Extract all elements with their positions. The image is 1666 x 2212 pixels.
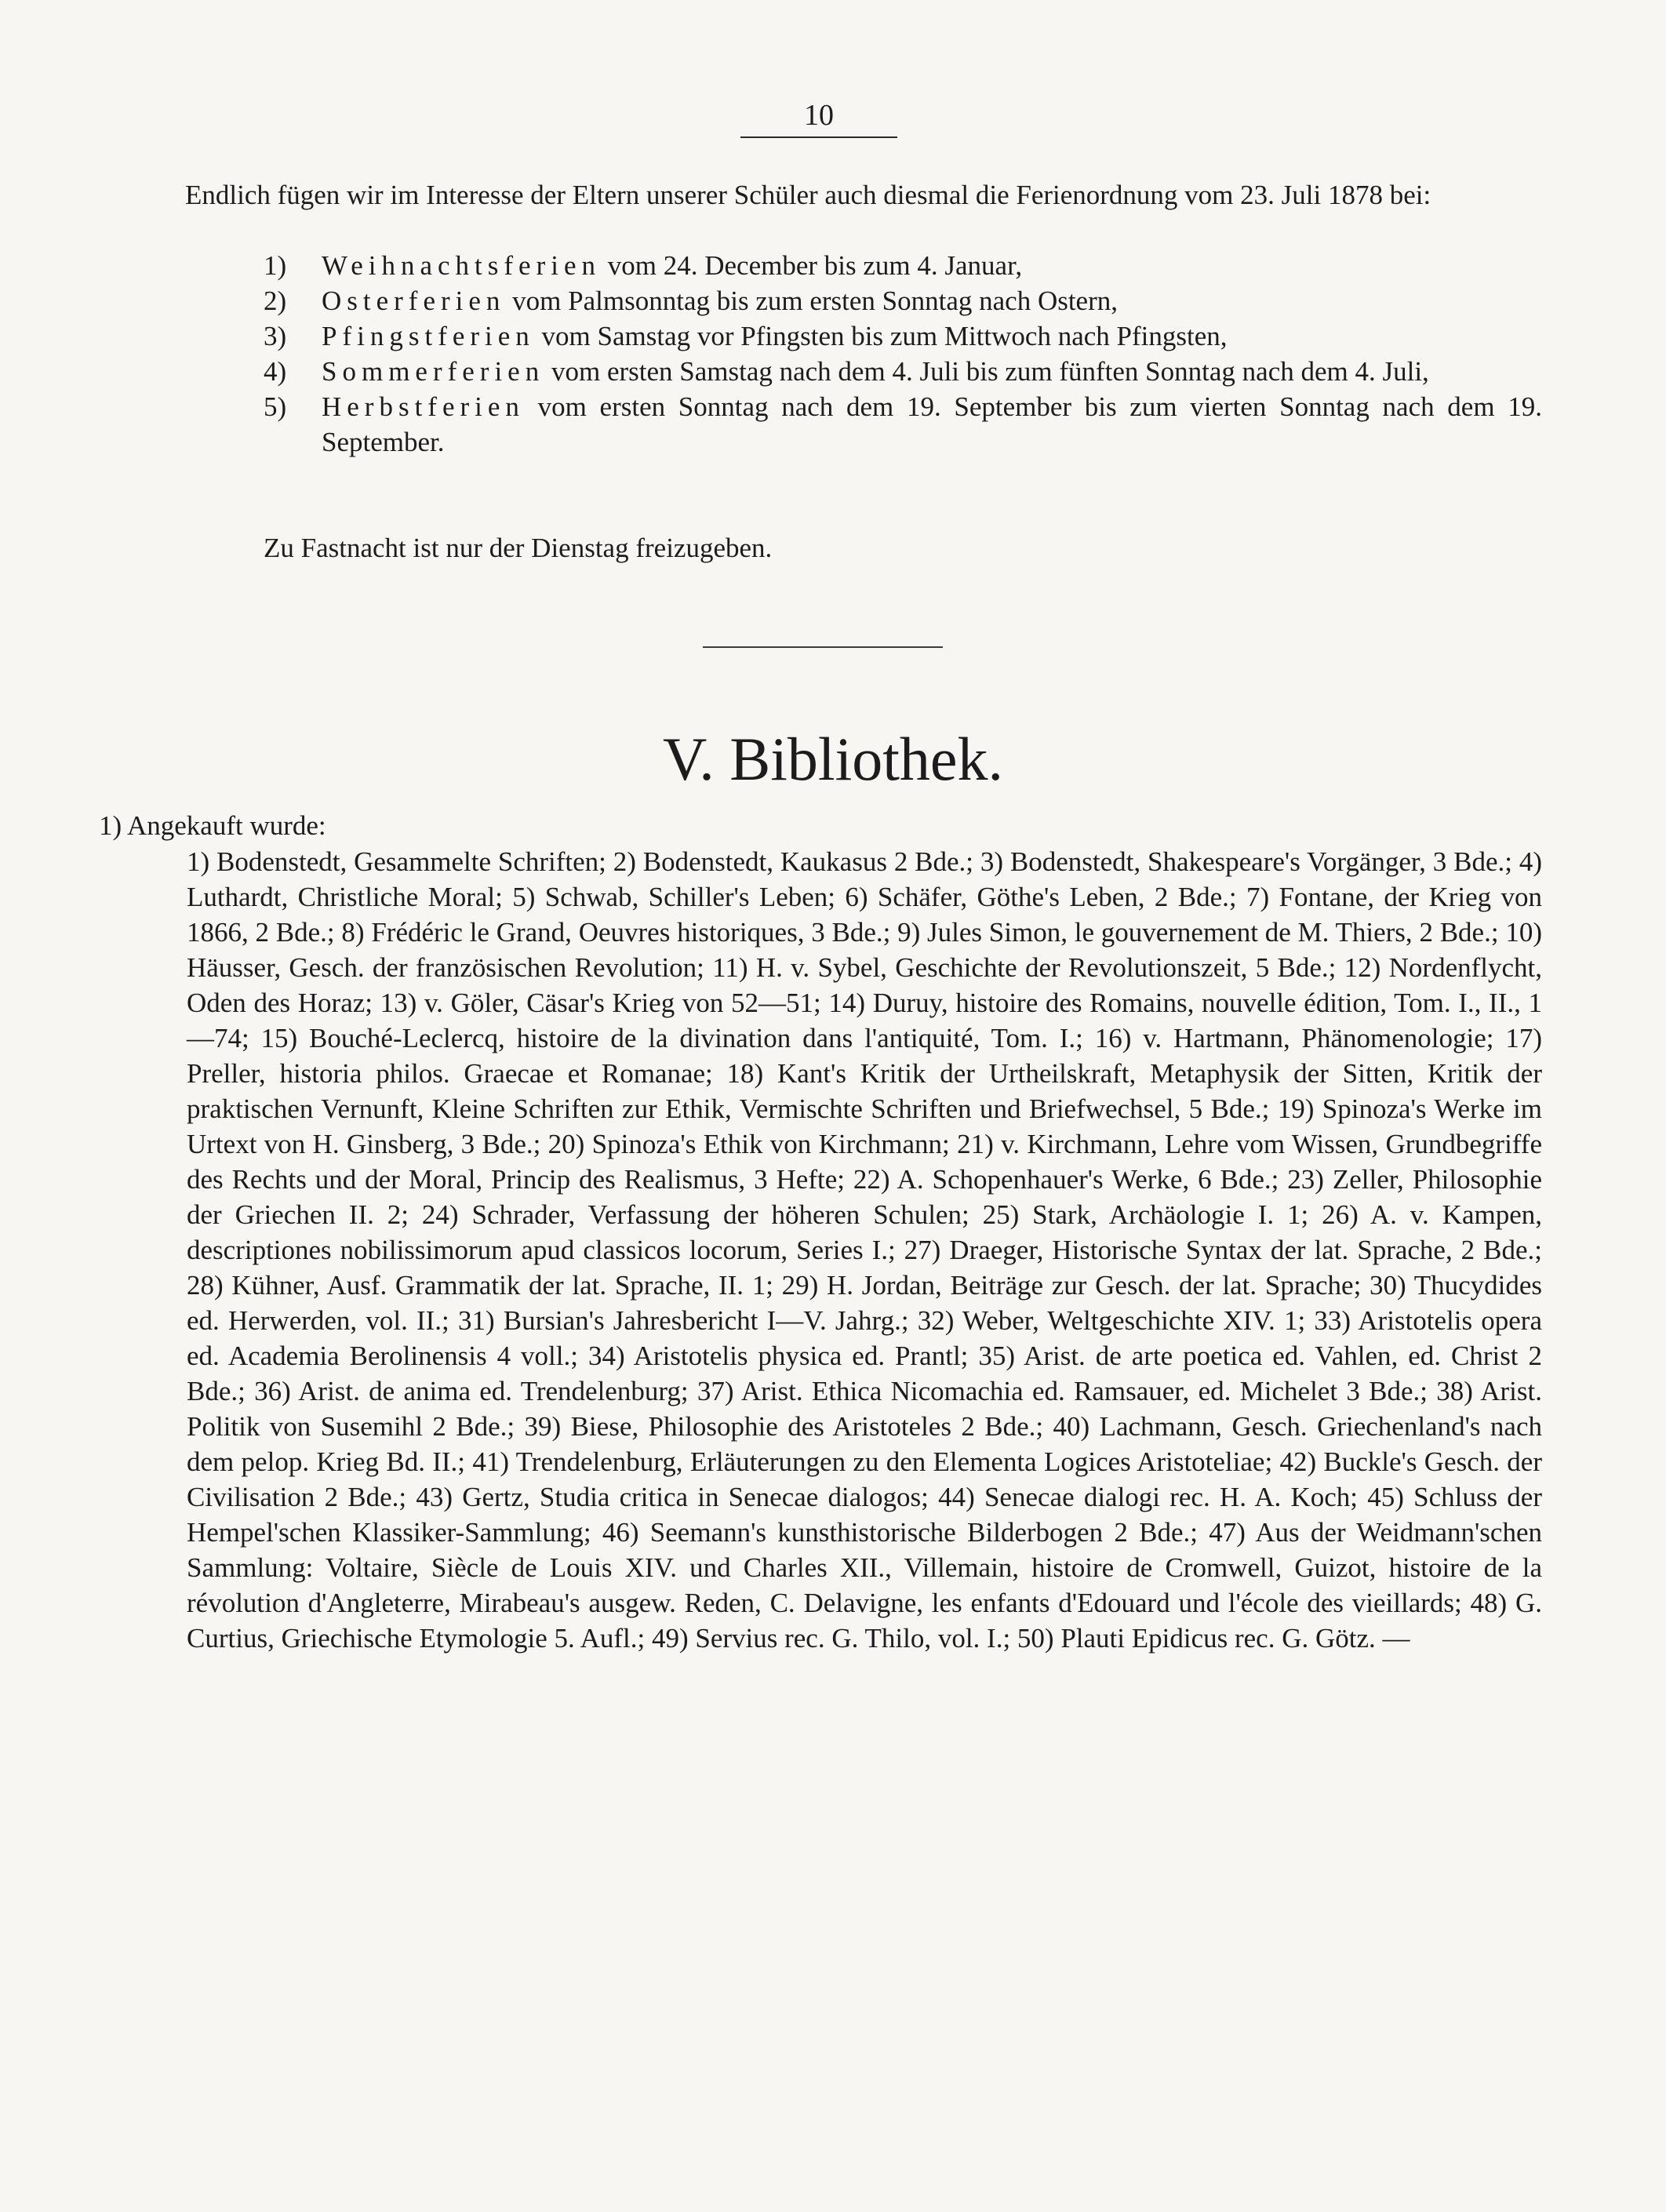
ferien-item-text: vom Palmsonntag bis zum ersten Sonntag nach Ostern,: [512, 286, 1119, 316]
page-number-rule: [740, 136, 897, 138]
acquisitions-heading: 1) Angekauft wurde:: [99, 810, 326, 841]
ferien-item-text: vom ersten Sonntag nach dem 19. September bis zum vierten Sonntag nach dem 19. September.: [322, 391, 1542, 457]
ferien-item-ostern: [264, 283, 1542, 318]
ferien-item-number: 3): [264, 321, 287, 351]
ferien-item-name: Herbstferien: [322, 391, 525, 422]
ferien-item-pfingsten: [264, 318, 1542, 354]
ferien-item-sommer: [264, 354, 1542, 389]
ferien-item-herbst: [264, 389, 1542, 460]
ferien-item-name: Pfingstferien: [322, 321, 535, 351]
page-number: 10: [804, 99, 834, 132]
book-list-text: 1) Bodenstedt, Gesammelte Schriften; 2) Bodenstedt, Kaukasus 2 Bde.; 3) Bodenstedt, Shakespeare's Vorgänger, 3 Bde.; 4) Luthardt, Christliche Moral; 5) Schwab, Schiller's Leben; 6) Schäfer, Göthe's Leben, 2 Bde.; 7) Fontane, der Krieg von 1866, 2 Bde.; 8) Frédéric le Grand, Oeuvres historiques, 3 Bde.; 9) Jules Simon, le gouvernement de M. Thiers, 2 Bde.; 10) Häusser, Gesch. der französischen Revolution; 11) H. v. Sybel, Geschichte der Revolutionszeit, 5 Bde.; 12) Nordenflycht, Oden des Horaz; 13) v. Göler, Cäsar's Krieg von 52—51; 14) Duruy, histoire des Romains, nouvelle édition, Tom. I., II., 1—74; 15) Bouché-Leclercq, histoire de la divination dans l'antiquité, Tom. I.; 16) v. Hartmann, Phänomenologie; 17) Preller, historia philos. Graecae et Romanae; 18) Kant's Kritik der Urtheilskraft, Metaphysik der Sitten, Kritik der praktischen Vernunft, Kleine Schriften zur Ethik, Vermischte Schriften und Briefwechsel, 5 Bde.; 19) Spinoza's Werke im Urtext von H. Ginsberg, 3 Bde.; 20) Spinoza's Ethik von Kirchmann; 21) v. Kirchmann, Lehre vom Wissen, Grundbegriffe des Rechts und der Moral, Princip des Realismus, 3 Hefte; 22) A. Schopenhauer's Werke, 6 Bde.; 23) Zeller, Philosophie der Griechen II. 2; 24) Schrader, Verfassung der höheren Schulen; 25) Stark, Archäologie I. 1; 26) A. v. Kampen, descriptiones nobilissimorum apud classicos locorum, Series I.; 27) Draeger, Historische Syntax der lat. Sprache, 2 Bde.; 28) Kühner, Ausf. Grammatik der lat. Sprache, II. 1; 29) H. Jordan, Beiträge zur Gesch. der lat. Sprache; 30) Thucydides ed. Herwerden, vol. II.; 31) Bursian's Jahresbericht I—V. Jahrg.; 32) Weber, Weltgeschichte XIV. 1; 33) Aristotelis opera ed. Academia Berolinensis 4 voll.; 34) Aristotelis physica ed. Prantl; 35) Arist. de arte poetica ed. Vahlen, ed. Christ 2 Bde.; 36) Arist. de anima ed. Trendelenburg; 37) Arist. Ethica Nicomachia ed. Ramsauer, ed. Michelet 3 Bde.; 38) Arist. Politik von Susemihl 2 Bde.; 39) Biese, Philosophie des Aristoteles 2 Bde.; 40) Lachmann, Gesch. Griechenland's nach dem pelop. Krieg Bd. II.; 41) Trendelenburg, Erläuterungen zu den Elementa Logices Aristoteliae; 42) Buckle's Gesch. der Civilisation 2 Bde.; 43) Gertz, Studia critica in Senecae dialogos; 44) Senecae dialogi rec. H. A. Koch; 45) Schluss der Hempel'schen Klassiker-Sammlung; 46) Seemann's kunsthistorische Bilderbogen 2 Bde.; 47) Aus der Weidmann'schen Sammlung: Voltaire, Siècle de Louis XIV. und Charles XII., Villemain, histoire de Cromwell, Guizot, histoire de la révolution d'Angleterre, Mirabeau's ausgew. Reden, C. Delavigne, les enfants d'Edouard und l'école des vieillards; 48) G. Curtius, Griechische Etymologie 5. Aufl.; 49) Servius rec. G. Thilo, vol. I.; 50) Plauti Epidicus rec. G. Götz. —: [187, 846, 1542, 1654]
ferien-item-number: 2): [264, 286, 287, 316]
ferien-item-name: Sommerferien: [322, 356, 545, 387]
section-title: V. Bibliothek.: [662, 725, 1004, 793]
ferien-item-name: Weihnachtsferien: [322, 250, 602, 281]
ferien-item-number: 5): [264, 391, 287, 422]
section-divider: [703, 646, 943, 648]
ferien-item-name: Osterferien: [322, 286, 506, 316]
ferien-item-text: vom ersten Samstag nach dem 4. Juli bis zum fünften Sonntag nach dem 4. Juli,: [551, 356, 1429, 387]
ferien-item-number: 4): [264, 356, 287, 387]
ferien-item-text: vom 24. December bis zum 4. Januar,: [607, 250, 1023, 281]
ferien-item-text: vom Samstag vor Pfingsten bis zum Mittwoch nach Pfingsten,: [541, 321, 1228, 351]
intro-paragraph: Endlich fügen wir im Interesse der Eltern unserer Schüler auch diesmal die Ferienordnung vom 23. Juli 1878 bei:: [185, 180, 1431, 210]
ferien-item-weihnachten: [264, 248, 1542, 283]
ferien-list: [264, 248, 1542, 460]
fastnacht-note: Zu Fastnacht ist nur der Dienstag freizugeben.: [264, 533, 773, 563]
ferien-item-number: 1): [264, 250, 287, 281]
book-list: [187, 844, 1542, 1656]
